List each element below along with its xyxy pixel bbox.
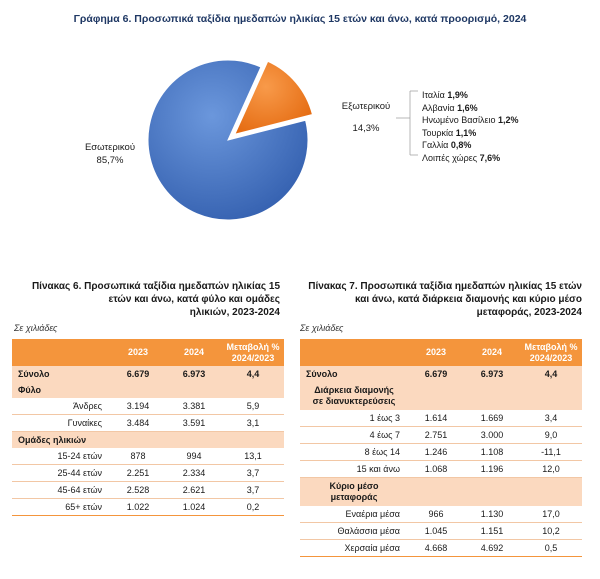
breakdown-item: Αλβανία 1,6% [422,102,478,113]
table6-header: 2023 2024 Μεταβολή % 2024/2023 [12,339,284,366]
table-row: Σύνολο 6.679 6.973 4,4 [12,366,284,382]
chart-title: Γράφημα 6. Προσωπικά ταξίδια ημεδαπών ηλικίας 15 ετών και άνω, κατά προορισμό, 2024 [73,13,527,25]
foreign-breakdown-list [422,89,519,165]
table-row: Άνδρες 3.194 3.381 5,9 [12,398,284,415]
table6-unit: Σε χιλιάδες [14,323,58,333]
domestic-value: 85,7% [96,155,124,166]
table6-title: Πίνακας 6. Προσωπικά ταξίδια ημεδαπών ηλικίας 15 ετών και άνω, κατά φύλο και ομάδες ηλικιών, 2023-2024 [31,281,280,318]
table7-unit: Σε χιλιάδες [300,323,344,333]
breakdown-item: Ιταλία 1,9% [422,90,468,100]
domestic-label: Εσωτερικού [84,142,136,153]
table-section-row: Ομάδες ηλικιών [12,432,284,449]
foreign-label: Εξωτερικού [341,101,391,112]
table7 [300,339,582,557]
table7-header: 2023 2024 Μεταβολή % 2024/2023 [300,339,582,366]
table-row: Χερσαία μέσα 4.668 4.692 0,5 [300,540,582,557]
table-row: 4 έως 7 2.751 3.000 9,0 [300,427,582,444]
table-row: Θαλάσσια μέσα 1.045 1.151 10,2 [300,523,582,540]
table-row: 1 έως 3 1.614 1.669 3,4 [300,410,582,427]
breakdown-item: Λοιπές χώρες 7,6% [422,152,501,163]
table6 [12,339,284,516]
table-section-row: Κύριο μέσο μεταφοράς [300,478,582,507]
table-row: 8 έως 14 1.246 1.108 -11,1 [300,444,582,461]
breakdown-item: Γαλλία 0,8% [422,140,472,151]
table-row: 15-24 ετών 878 994 13,1 [12,448,284,465]
foreign-value: 14,3% [352,123,380,134]
table-row: 15 και άνω 1.068 1.196 12,0 [300,461,582,478]
breakdown-item: Ηνωμένο Βασίλειο 1,2% [422,115,519,126]
table-row: Σύνολο 6.679 6.973 4,4 [300,366,582,382]
domestic-label-group [84,141,136,167]
table-section-row: Φύλο [12,382,284,398]
table-row: Εναέρια μέσα 966 1.130 17,0 [300,506,582,523]
table7-title: Πίνακας 7. Προσωπικά ταξίδια ημεδαπών ηλικίας 15 ετών και άνω, κατά διάρκεια διαμονής και κύριο μέσο μεταφοράς, 2023-2024 [308,281,582,318]
table-row: 25-44 ετών 2.251 2.334 3,7 [12,465,284,482]
table-row: Γυναίκες 3.484 3.591 3,1 [12,415,284,432]
breakdown-item: Τουρκία 1,1% [422,127,477,138]
table-section-row: Διάρκεια διαμονής σε διανυκτερεύσεις [300,382,582,410]
table-row: 45-64 ετών 2.528 2.621 3,7 [12,482,284,499]
table-row: 65+ ετών 1.022 1.024 0,2 [12,499,284,516]
